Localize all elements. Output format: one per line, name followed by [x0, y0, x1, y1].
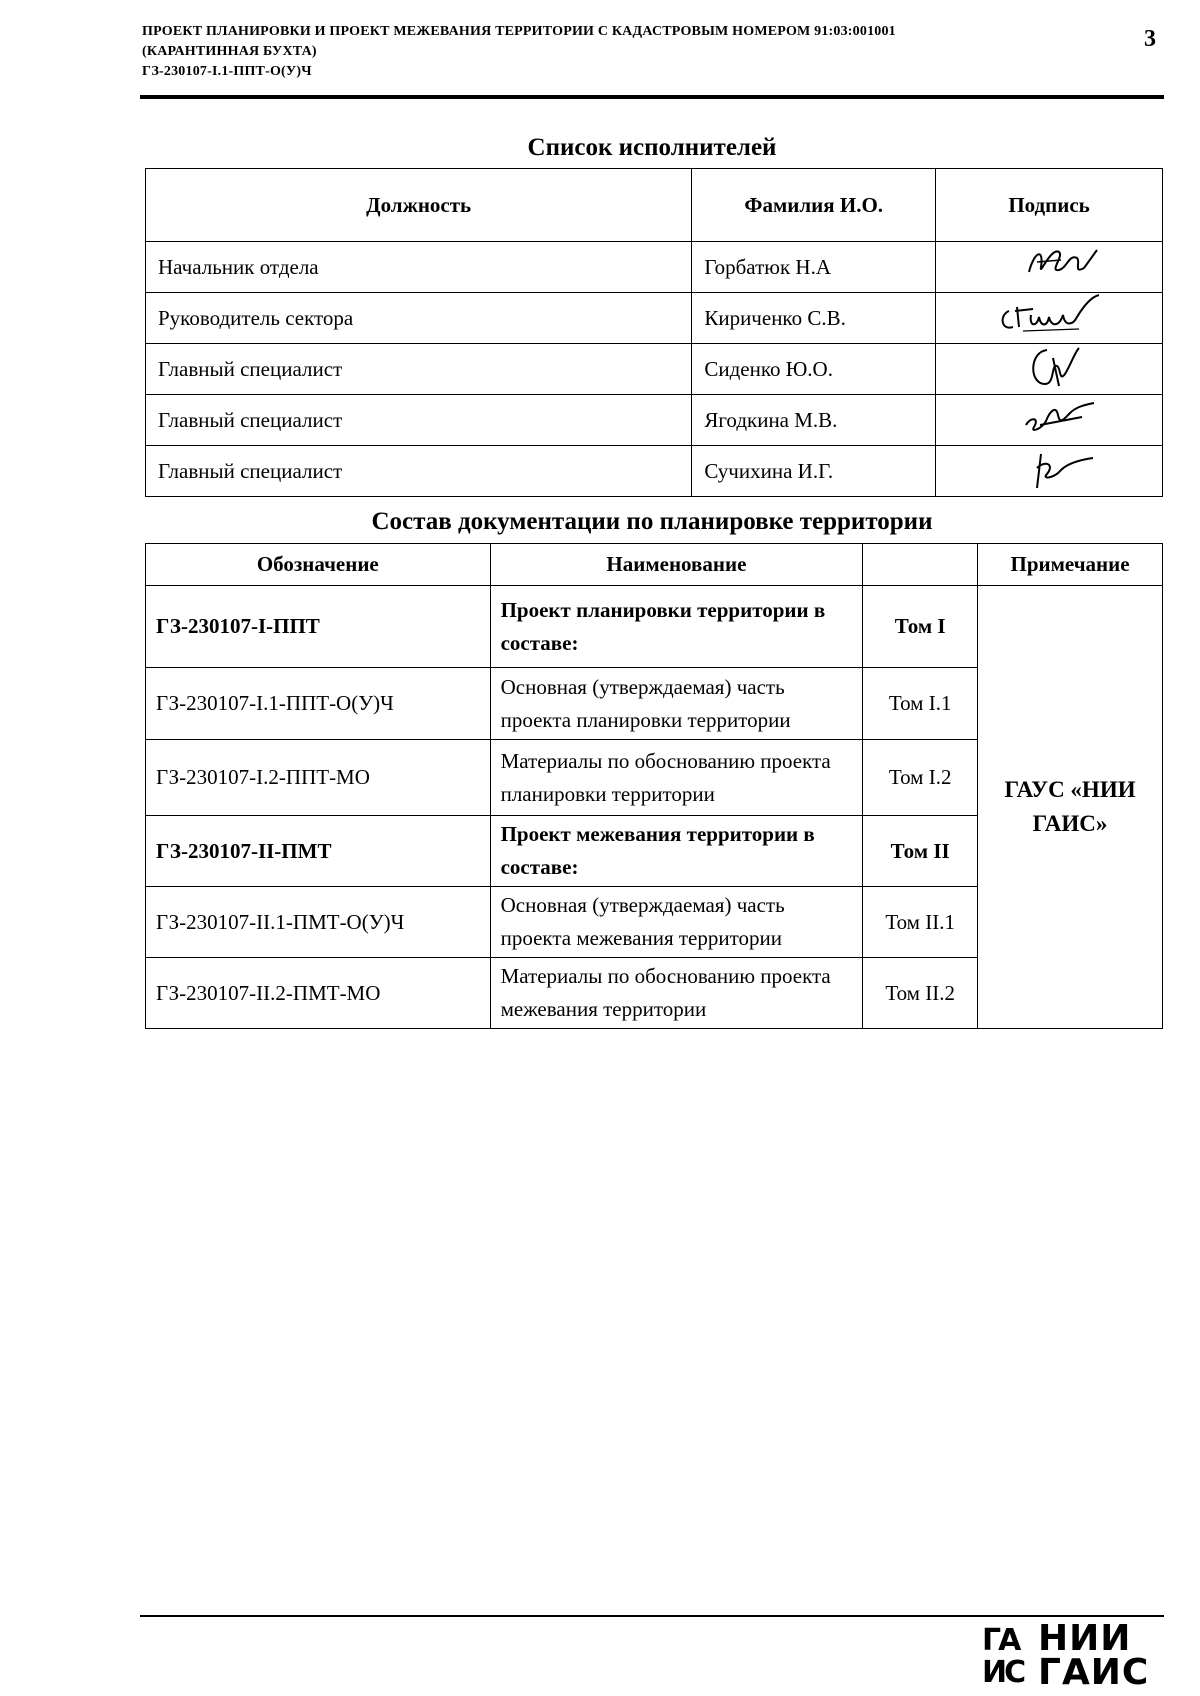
- docs-header-row: [146, 544, 1163, 586]
- header-subtitle: (КАРАНТИННАЯ БУХТА): [142, 44, 317, 59]
- signature-5: [989, 446, 1109, 490]
- docs-table: [145, 543, 1163, 1029]
- doc-volume: Том I.2: [863, 740, 978, 816]
- executor-position: Главный специалист: [146, 446, 692, 497]
- signature-4: [984, 395, 1114, 439]
- doc-code: ГЗ-230107-I-ППТ: [146, 586, 491, 668]
- executor-name: Горбатюк Н.А: [692, 242, 936, 293]
- doc-title: Основная (утверждаемая) часть проекта межевания территории: [490, 887, 863, 958]
- doc-volume: Том I: [863, 586, 978, 668]
- doc-title: Материалы по обоснованию проекта планировки территории: [490, 740, 863, 816]
- signature-image: [936, 446, 1163, 497]
- table-row: [146, 293, 1163, 344]
- doc-volume: Том II.2: [863, 958, 978, 1029]
- logo-mark-top: ГА: [982, 1623, 1019, 1658]
- executors-header-row: [146, 169, 1163, 242]
- signature-image: [936, 395, 1163, 446]
- signature-image: [936, 344, 1163, 395]
- doc-code: ГЗ-230107-II.1-ПМТ-О(У)Ч: [146, 887, 491, 958]
- col-code-header: Обозначение: [146, 544, 491, 586]
- table-row: [146, 395, 1163, 446]
- table-row: [146, 586, 1163, 668]
- docs-title: Состав документации по планировке территории: [371, 508, 933, 535]
- doc-code: ГЗ-230107-II-ПМТ: [146, 816, 491, 887]
- col-signature-header: Подпись: [936, 169, 1163, 242]
- logo-text-bottom: ГАИС: [1038, 1652, 1150, 1693]
- table-row: [146, 446, 1163, 497]
- table-row: [146, 344, 1163, 395]
- col-position-header: Должность: [146, 169, 692, 242]
- executor-name: Сучихина И.Г.: [692, 446, 936, 497]
- signature-image: [936, 242, 1163, 293]
- header-divider: [140, 95, 1164, 99]
- col-title-header: Наименование: [490, 544, 863, 586]
- header-title: ПРОЕКТ ПЛАНИРОВКИ И ПРОЕКТ МЕЖЕВАНИЯ ТЕРРИТОРИИ С КАДАСТРОВЫМ НОМЕРОМ 91:03:001001: [142, 24, 896, 39]
- executors-title: Список исполнителей: [527, 134, 777, 161]
- doc-volume: Том II.1: [863, 887, 978, 958]
- doc-title: Материалы по обоснованию проекта межевания территории: [490, 958, 863, 1029]
- executor-name: Ягодкина М.В.: [692, 395, 936, 446]
- signature-1: [989, 242, 1109, 286]
- executor-name: Сиденко Ю.О.: [692, 344, 936, 395]
- executor-position: Руководитель сектора: [146, 293, 692, 344]
- document-header: [142, 22, 1164, 82]
- signature-3: [989, 344, 1109, 388]
- doc-note: ГАУС «НИИ ГАИС»: [978, 586, 1163, 1029]
- col-note-header: Примечание: [978, 544, 1163, 586]
- doc-title: Проект планировки территории в составе:: [490, 586, 863, 668]
- logo-mark-bottom: ИС: [982, 1655, 1024, 1690]
- header-code: ГЗ-230107-I.1-ППТ-О(У)Ч: [142, 64, 312, 79]
- doc-code: ГЗ-230107-I.1-ППТ-О(У)Ч: [146, 668, 491, 740]
- executor-position: Начальник отдела: [146, 242, 692, 293]
- doc-title: Проект межевания территории в составе:: [490, 816, 863, 887]
- table-row: [146, 242, 1163, 293]
- col-volume-header: [863, 544, 978, 586]
- doc-volume: Том I.1: [863, 668, 978, 740]
- executor-name: Кириченко С.В.: [692, 293, 936, 344]
- executor-position: Главный специалист: [146, 395, 692, 446]
- signature-image: [936, 293, 1163, 344]
- executor-position: Главный специалист: [146, 344, 692, 395]
- doc-volume: Том II: [863, 816, 978, 887]
- signature-2: [979, 293, 1119, 337]
- col-name-header: Фамилия И.О.: [692, 169, 936, 242]
- nii-gais-logo: [980, 1618, 1165, 1693]
- doc-code: ГЗ-230107-I.2-ППТ-МО: [146, 740, 491, 816]
- logo-text-top: НИИ: [1038, 1618, 1132, 1659]
- footer-divider: [140, 1615, 1164, 1617]
- doc-code: ГЗ-230107-II.2-ПМТ-МО: [146, 958, 491, 1029]
- page-number: 3: [1144, 26, 1156, 52]
- doc-title: Основная (утверждаемая) часть проекта планировки территории: [490, 668, 863, 740]
- executors-table: [145, 168, 1163, 497]
